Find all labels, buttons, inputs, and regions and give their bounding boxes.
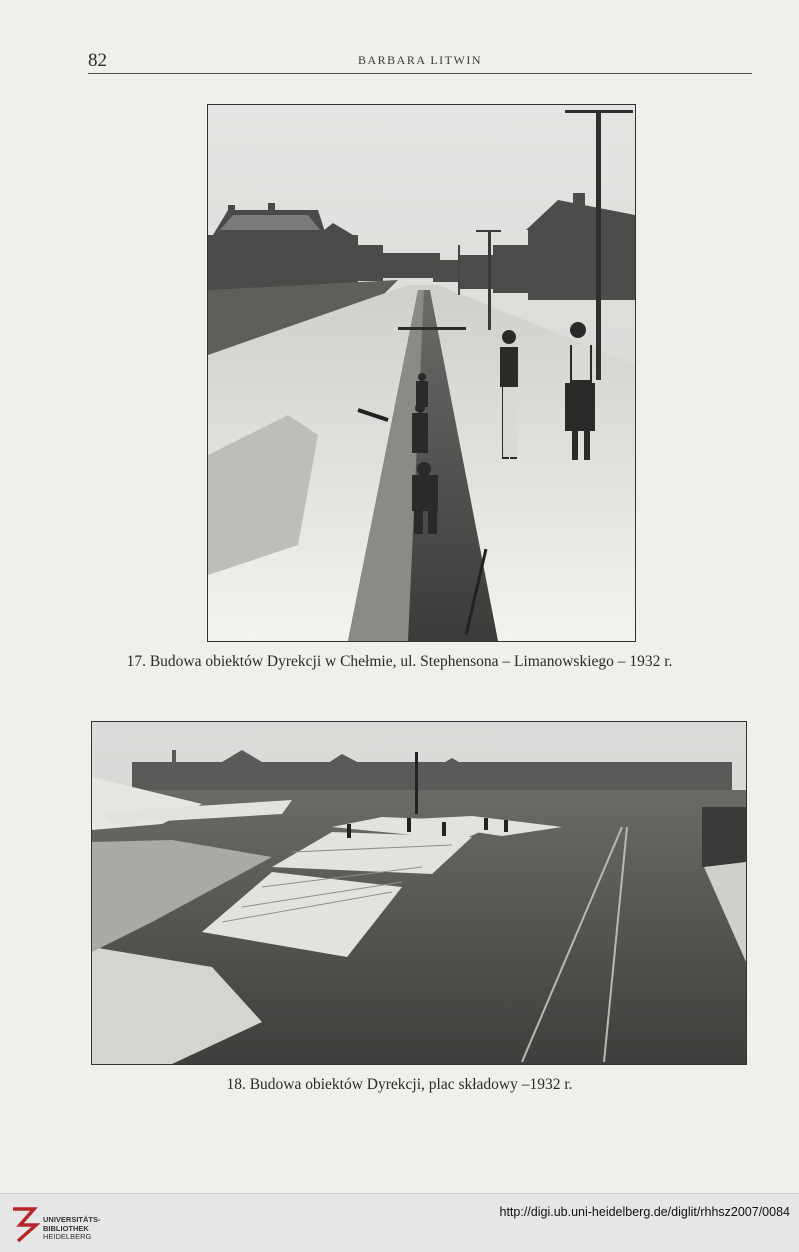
- header-rule: [88, 73, 752, 74]
- library-name-line-3: HEIDELBERG: [43, 1232, 92, 1241]
- running-head: BARBARA LITWIN: [358, 53, 482, 67]
- photo-trench-construction: [207, 104, 636, 642]
- photo-storage-yard: [91, 721, 747, 1065]
- caption-figure-17: 17. Budowa obiektów Dyrekcji w Chełmie, ul. Stephensona – Limanowskiego – 1932 r.: [126, 653, 673, 670]
- heidelberg-library-logo-icon: [10, 1203, 40, 1243]
- library-name: [43, 1216, 101, 1242]
- caption-figure-18: 18. Budowa obiektów Dyrekcji, plac składowy –1932 r.: [226, 1076, 573, 1093]
- library-logo[interactable]: [10, 1203, 100, 1243]
- digitization-footer: [0, 1193, 799, 1252]
- source-url-link[interactable]: http://digi.ub.uni-heidelberg.de/diglit/rhhsz2007/0084: [499, 1205, 790, 1219]
- library-name-line-1: UNIVERSITÄTS-: [43, 1215, 101, 1224]
- page-number: 82: [88, 50, 107, 71]
- library-name-line-2: BIBLIOTHEK: [43, 1223, 89, 1233]
